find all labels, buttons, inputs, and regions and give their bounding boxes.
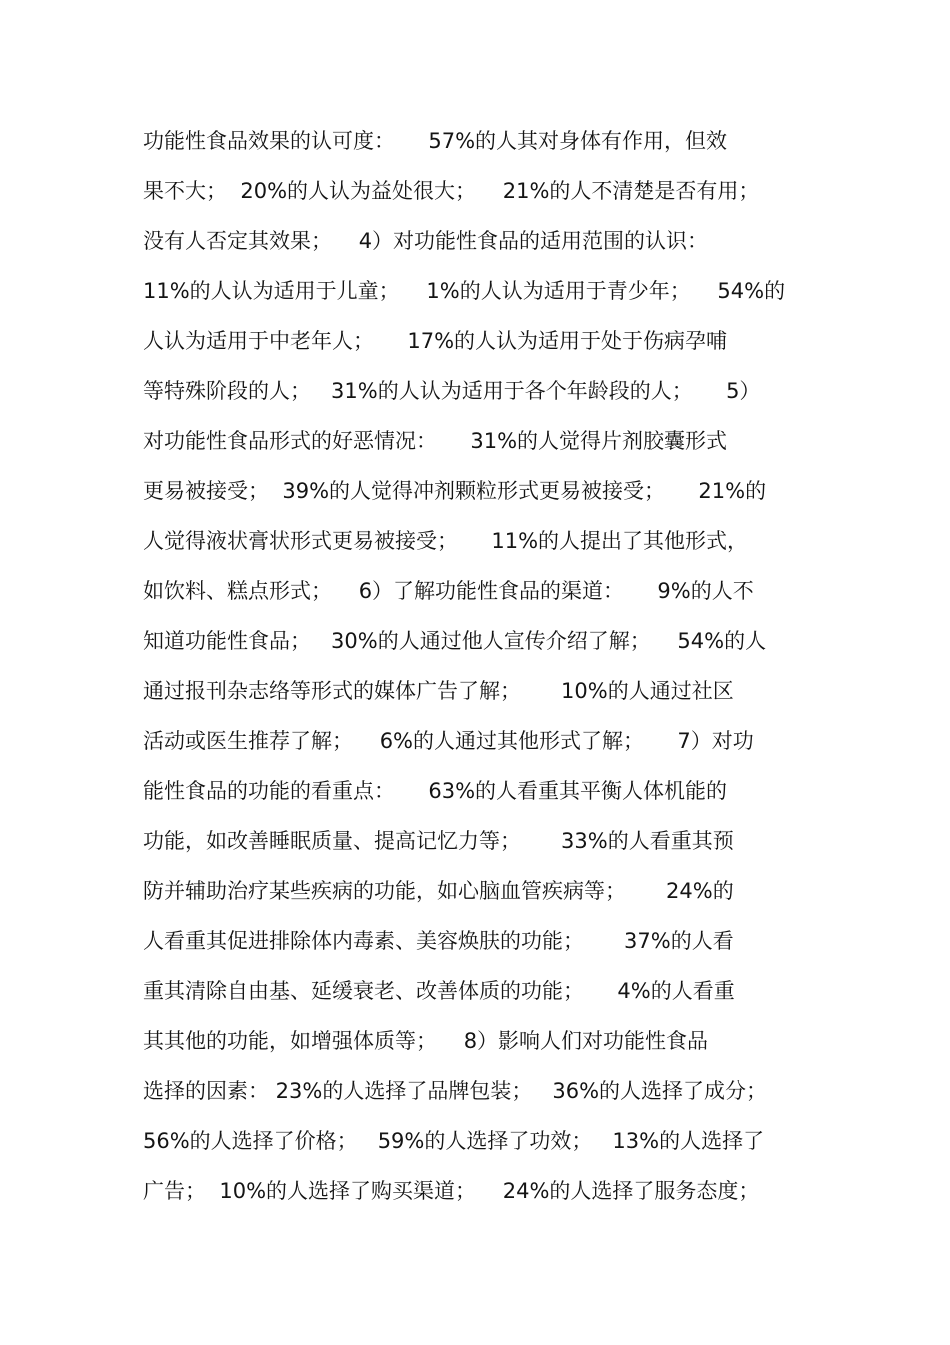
text-line: 其其他的功能，如增强体质等； 8）影响人们对功能性食品 [143,1029,709,1053]
text-line: 重其清除自由基、延缓衰老、改善体质的功能； 4%的人看重 [143,979,735,1003]
text-line: 功能，如改善睡眠质量、提高记忆力等； 33%的人看重其预 [143,829,734,853]
text-line: 选择的因素： 23%的人选择了品牌包装； 36%的人选择了成分； [143,1079,768,1103]
text-line: 果不大； 20%的人认为益处很大； 21%的人不清楚是否有用； [143,179,760,203]
text-line: 人看重其促进排除体内毒素、美容焕肤的功能； 37%的人看 [143,929,734,953]
text-line: 等特殊阶段的人； 31%的人认为适用于各个年龄段的人； 5） [143,379,761,403]
text-line: 56%的人选择了价格； 59%的人选择了功效； 13%的人选择了 [143,1129,765,1153]
text-line: 通过报刊杂志络等形式的媒体广告了解； 10%的人通过社区 [143,679,734,703]
text-line: 防并辅助治疗某些疾病的功能，如心脑血管疾病等； 24%的 [143,879,734,903]
text-line: 广告； 10%的人选择了购买渠道； 24%的人选择了服务态度； [143,1179,760,1203]
text-line: 人觉得液状膏状形式更易被接受； 11%的人提出了其他形式， [143,529,749,553]
text-line: 更易被接受； 39%的人觉得冲剂颗粒形式更易被接受； 21%的 [143,479,767,503]
text-line: 知道功能性食品； 30%的人通过他人宣传介绍了解； 54%的人 [143,629,767,653]
text-line: 如饮料、糕点形式； 6）了解功能性食品的渠道： 9%的人不 [143,579,754,603]
text-line: 对功能性食品形式的好恶情况： 31%的人觉得片剂胶囊形式 [143,429,728,453]
body-text [143,116,813,1216]
text-line: 功能性食品效果的认可度： 57%的人其对身体有作用，但效 [143,129,728,153]
text-line: 能性食品的功能的看重点： 63%的人看重其平衡人体机能的 [143,779,728,803]
text-line: 11%的人认为适用于儿童； 1%的人认为适用于青少年； 54%的 [143,279,786,303]
text-line: 人认为适用于中老年人； 17%的人认为适用于处于伤病孕哺 [143,329,728,353]
text-line: 活动或医生推荐了解； 6%的人通过其他形式了解； 7）对功 [143,729,754,753]
text-line: 没有人否定其效果； 4）对功能性食品的适用范围的认识： [143,229,709,253]
